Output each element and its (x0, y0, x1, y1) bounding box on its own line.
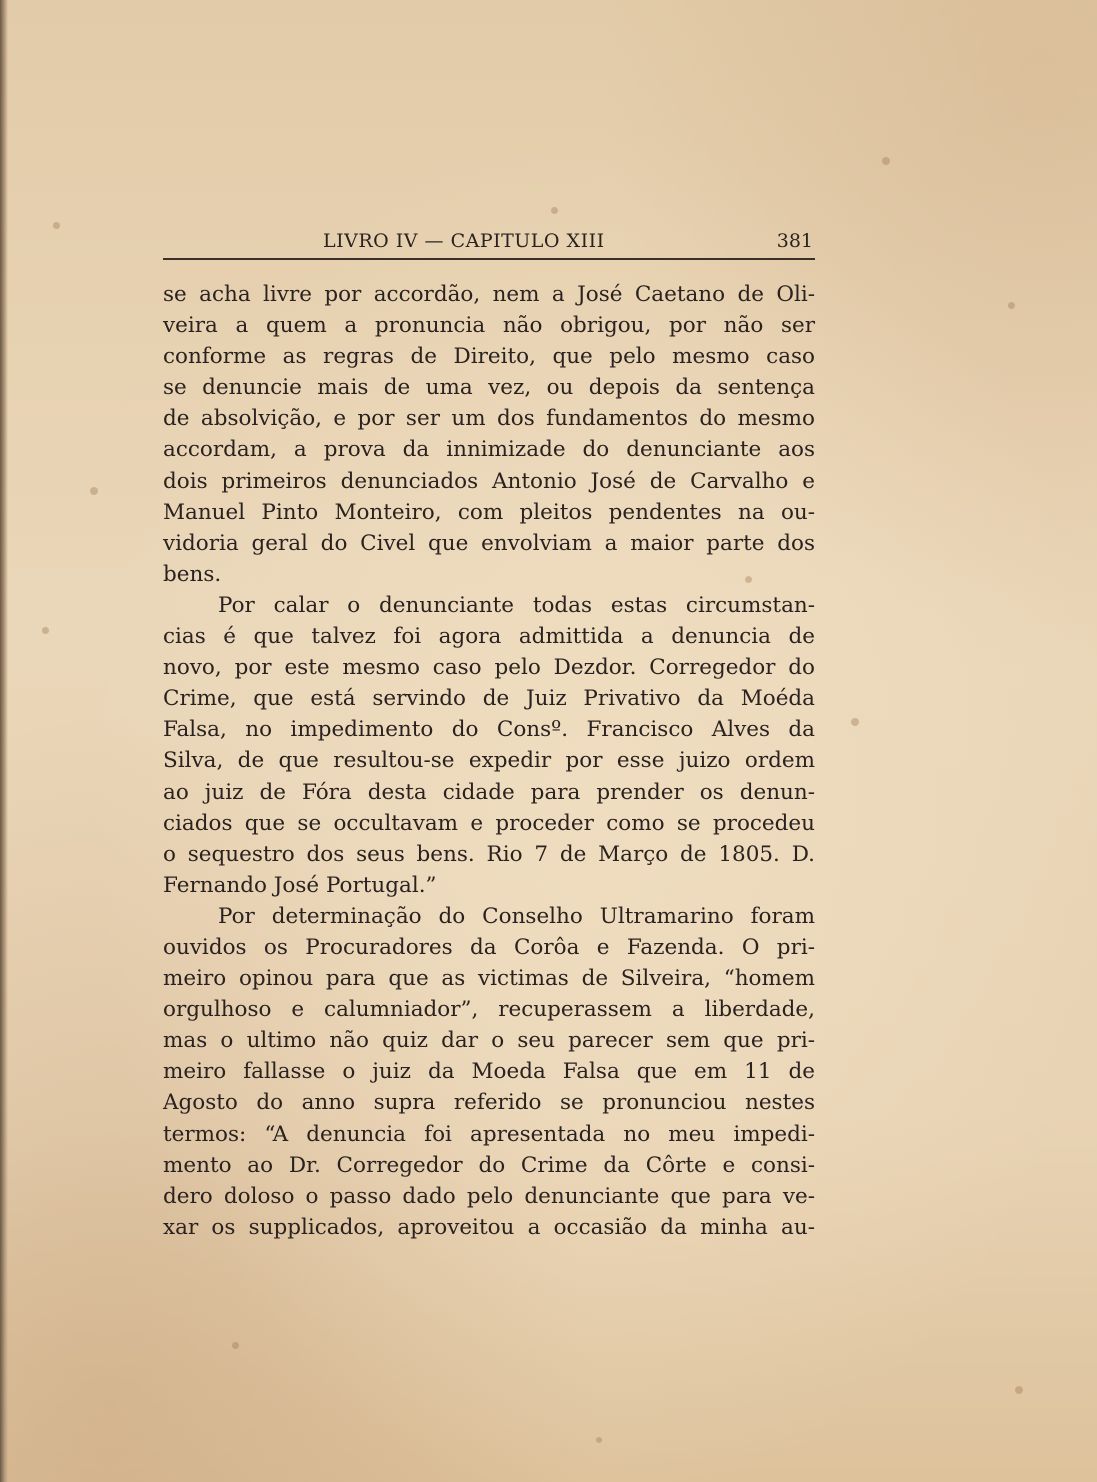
text-line: Por calar o denunciante todas estas circumstan- (218, 592, 815, 618)
text-line: Agosto do anno supra referido se pronunciou nestes (163, 1090, 815, 1116)
text-line: mas o ultimo não quiz dar o seu parecer sem que pri- (163, 1028, 815, 1054)
foxing-spot (551, 207, 558, 214)
text-line: xar os supplicados, aproveitou a occasião da minha au- (163, 1214, 815, 1240)
text-line: Falsa, no impedimento do Consº. Francisco Alves da (163, 717, 815, 743)
text-line: vidoria geral do Civel que envolviam a maior parte dos (163, 530, 815, 556)
text-line: ao juiz de Fóra desta cidade para prender os denun- (163, 779, 815, 805)
text-line: accordam, a prova da innimizade do denunciante aos (163, 437, 815, 463)
text-line: ciados que se occultavam e proceder como se procedeu (163, 810, 815, 836)
foxing-spot (1015, 1386, 1023, 1394)
text-line: mento ao Dr. Corregedor do Crime da Côrte e consi- (163, 1152, 815, 1178)
foxing-spot (42, 627, 49, 634)
text-line: termos: “A denuncia foi apresentada no meu impedi- (163, 1121, 815, 1147)
running-header (163, 228, 815, 256)
text-line: o sequestro dos seus bens. Rio 7 de Março de 1805. D. (163, 841, 815, 867)
foxing-spot (882, 157, 890, 165)
text-line: bens. (163, 561, 222, 587)
text-line: dois primeiros denunciados Antonio José de Carvalho e (163, 468, 815, 494)
text-line: se denuncie mais de uma vez, ou depois da sentença (163, 375, 815, 401)
foxing-spot (1008, 302, 1015, 309)
foxing-spot (851, 718, 859, 726)
running-title: LIVRO IV — CAPITULO XIII (323, 230, 605, 252)
text-line: Silva, de que resultou-se expedir por esse juizo ordem (163, 748, 815, 774)
text-line: se acha livre por accordão, nem a José Caetano de Oli- (163, 282, 815, 307)
text-line: de absolvição, e por ser um dos fundamentos do mesmo (163, 406, 815, 432)
foxing-spot (53, 222, 60, 229)
text-line: ouvidos os Procuradores da Corôa e Fazenda. O pri- (163, 934, 815, 960)
page-edge-shadow (0, 0, 8, 1482)
text-line: meiro fallasse o juiz da Moeda Falsa que em 11 de (163, 1059, 815, 1085)
page-number: 381 (776, 230, 813, 252)
text-line: conforme as regras de Direito, que pelo mesmo caso (163, 344, 815, 370)
foxing-spot (232, 1342, 239, 1349)
text-line: orgulhoso e calumniador”, recuperassem a liberdade, (163, 997, 815, 1023)
body-text (163, 279, 815, 1243)
text-line: cias é que talvez foi agora admittida a denuncia de (163, 624, 815, 650)
text-line: dero doloso o passo dado pelo denunciante que para ve- (163, 1183, 815, 1209)
text-line: Fernando José Portugal.” (163, 872, 437, 898)
text-line: Manuel Pinto Monteiro, com pleitos pendentes na ou- (163, 499, 815, 525)
foxing-spot (596, 1437, 602, 1443)
text-line: novo, por este mesmo caso pelo Dezdor. Corregedor do (163, 655, 815, 681)
text-line: meiro opinou para que as victimas de Silveira, “homem (163, 966, 815, 992)
text-line: Por determinação do Conselho Ultramarino foram (218, 903, 815, 929)
text-line: Crime, que está servindo de Juiz Privativo da Moéda (163, 686, 815, 712)
foxing-spot (90, 487, 98, 495)
header-rule (163, 258, 815, 260)
text-line: veira a quem a pronuncia não obrigou, por não ser (163, 313, 815, 339)
